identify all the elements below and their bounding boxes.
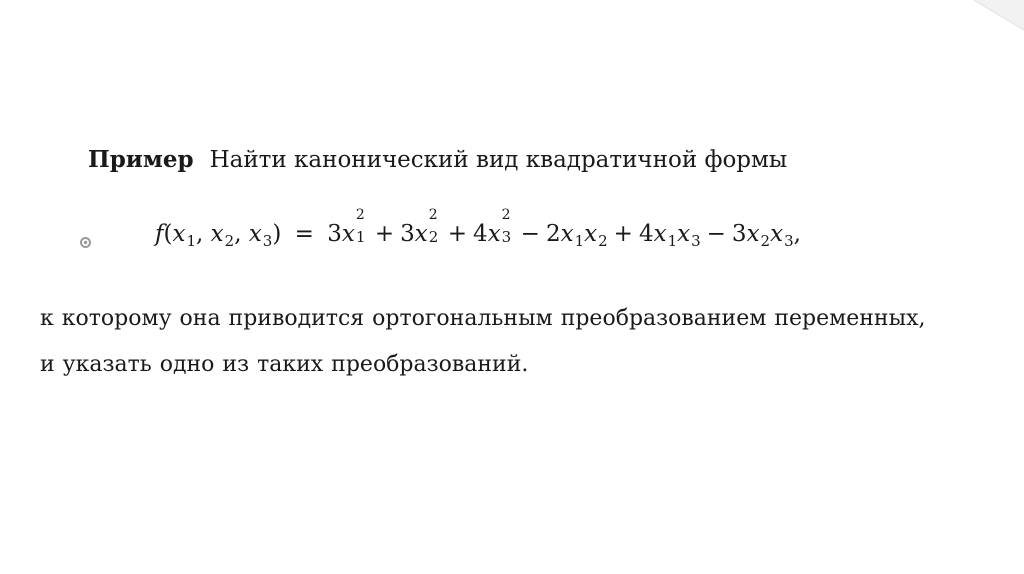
formula-function-name: f bbox=[155, 221, 164, 247]
quadratic-form-formula: $f(x_1$, $x_2$, $x_3) = 3x$ 2 1 + 3x 2 2 + 4x 2 3 − $2x_1x_2 + 4x_1x_3 - 3x_2x_3$, bbox=[155, 207, 801, 250]
example-task-text: Найти канонический вид квадратичной формы bbox=[209, 147, 788, 173]
formula-terms: 3x 2 1 + 3x 2 2 + 4x 2 3 − $2x_1x_2 + 4x_1x_3 - 3x_2x_3$, bbox=[327, 207, 801, 250]
task-paragraph bbox=[40, 296, 926, 388]
paragraph-line: к которому она приводится ортогональным преобразованием переменных, bbox=[40, 306, 926, 331]
example-label: Пример bbox=[88, 146, 194, 173]
bullet-icon bbox=[80, 237, 91, 248]
formula-equals: = bbox=[294, 221, 314, 247]
example-heading bbox=[88, 146, 787, 173]
paragraph-line: и указать одно из таких преобразований. bbox=[40, 352, 529, 377]
page-corner-decoration bbox=[964, 0, 1024, 35]
